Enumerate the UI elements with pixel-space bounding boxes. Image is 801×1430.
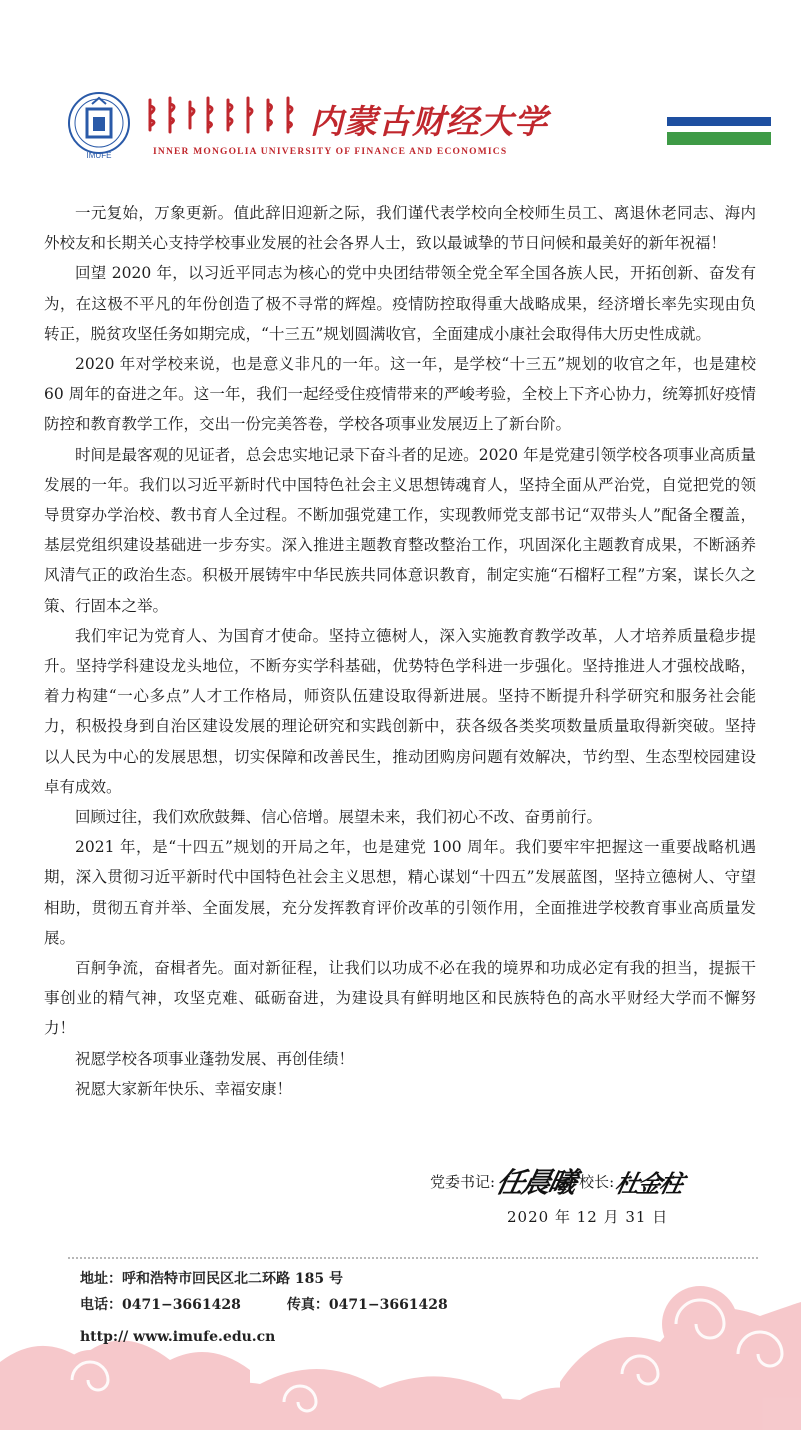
paragraph: 回望 2020 年，以习近平同志为核心的党中央团结带领全党全军全国各族人民，开拓创新、奋发有为，在这极不平凡的年份创造了极不寻常的辉煌。疫情防控取得重大战略成果，经济增长率先实现由负转正，脱贫攻坚任务如期完成，“十三五”规划圆满收官，全面建成小康社会取得伟大历史性成就。	[44, 264, 756, 343]
mongolian-script-logo	[144, 92, 304, 138]
university-chinese-name: 内蒙古财经大学	[310, 102, 548, 141]
university-english-name: INNER MONGOLIA UNIVERSITY OF FINANCE AND ECONOMICS	[153, 147, 508, 157]
footer-divider	[68, 1257, 758, 1259]
phone-number: 电话：0471−3661428	[80, 1297, 241, 1313]
signature-line	[430, 1164, 686, 1198]
fax-number: 传真：0471−3661428	[286, 1297, 448, 1313]
website-link[interactable]: http:// www.imufe.edu.cn	[80, 1329, 276, 1345]
paragraph: 我们牢记为党育人、为国育才使命。坚持立德树人，深入实施教育教学改革，人才培养质量稳步提升。坚持学科建设龙头地位，不断夯实学科基础，优势特色学科进一步强化。坚持推进人才强校战略，着力构建“一心多点”人才工作格局，师资队伍建设取得新进展。坚持不断提升科学研究和服务社会能力，积极投身到自治区建设发展的理论研究和实践创新中，获各级各类奖项数量质量取得新突破。坚持以人民为中心的发展思想，切实保障和改善民生，推动团购房问题有效解决，节约型、生态型校园建设卓有成效。	[44, 626, 756, 796]
president-label: 校长:	[579, 1172, 615, 1191]
paragraph: 祝愿大家新年快乐、幸福安康！	[75, 1079, 293, 1098]
paragraph: 一元复始，万象更新。值此辞旧迎新之际，我们谨代表学校向全校师生员工、离退休老同志、海内外校友和长期关心支持学校事业发展的社会各界人士，致以最诚挚的节日问候和最美好的新年祝福！	[44, 204, 756, 253]
paragraph: 回顾过往，我们欢欣鼓舞、信心倍增。展望未来，我们初心不改、奋勇前行。	[75, 808, 603, 827]
paragraph: 百舸争流，奋楫者先。面对新征程，让我们以功成不必在我的境界和功成必定有我的担当，提振干事创业的精气神，攻坚克难、砥砺奋进，为建设具有鲜明地区和民族特色的高水平财经大学而不懈努力！	[44, 959, 756, 1038]
seal-text: IMUFE	[86, 151, 112, 160]
paragraph: 祝愿学校各项事业蓬勃发展、再创佳绩！	[75, 1049, 355, 1068]
letter-date: 2020 年 12 月 31 日	[507, 1208, 669, 1226]
letter-body	[44, 198, 756, 1104]
paragraph: 2021 年，是“十四五”规划的开局之年，也是建党 100 周年。我们要牢牢把握这一重要战略机遇期，深入贯彻习近平新时代中国特色社会主义思想，精心谋划“十四五”发展蓝图，坚持立德树人、守望相助，贯彻五育并举、全面发展，充分发挥教育评价改革的引领作用，全面推进学校教育事业高质量发展。	[44, 838, 756, 947]
address-line: 地址：呼和浩特市回民区北二环路 185 号	[80, 1271, 343, 1287]
university-seal-logo	[66, 90, 132, 160]
contact-info	[80, 1266, 448, 1350]
paragraph: 2020 年对学校来说，也是意义非凡的一年。这一年，是学校“十三五”规划的收官之年，也是建校 60 周年的奋进之年。这一年，我们一起经受住疫情带来的严峻考验，全校上下齐心协力，统筹抓好疫情防控和教育教学工作，交出一份完美答卷，学校各项事业发展迈上了新台阶。	[44, 355, 756, 434]
phone-fax-line	[80, 1292, 448, 1318]
president-signature: 杜金柱	[612, 1168, 685, 1198]
party-secretary-signature: 任晨曦	[493, 1166, 579, 1199]
party-secretary-label: 党委书记:	[430, 1172, 496, 1191]
flag-stripes	[667, 117, 771, 145]
paragraph: 时间是最客观的见证者，总会忠实地记录下奋斗者的足迹。2020 年是党建引领学校各项事业高质量发展的一年。我们以习近平新时代中国特色社会主义思想铸魂育人，坚持全面从严治党，自觉把党的领导贯穿办学治校、教书育人全过程。不断加强党建工作，实现教师党支部书记“双带头人”配备全覆盖，基层党组织建设基础进一步夯实。深入推进主题教育整改整治工作，巩固深化主题教育成果，不断涵养风清气正的政治生态。积极开展铸牢中华民族共同体意识教育，制定实施“石榴籽工程”方案，谋长久之策、行固本之举。	[44, 445, 756, 615]
